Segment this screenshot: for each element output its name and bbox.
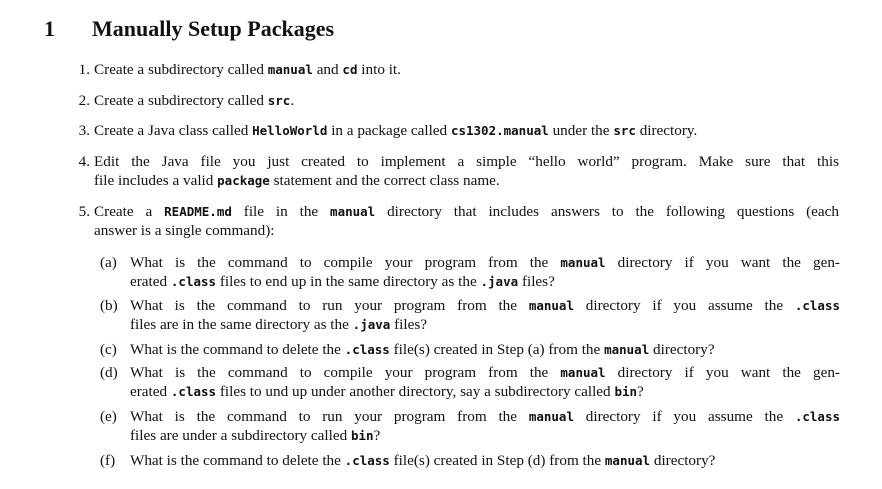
text-line [130,315,840,334]
text-run: file in the [231,203,331,220]
text-line [94,91,839,110]
text-run: directory if you want the gen- [605,254,840,271]
text-line [94,171,839,190]
item-number: 4. [78,153,90,170]
text-run: Create a Java class called [94,122,253,139]
text-line [130,382,840,401]
text-line [130,407,840,426]
text-run: statement and the correct class name. [269,172,500,189]
section-title: Manually Setup Packages [92,16,335,41]
text-run: files? [518,273,555,290]
text-run: into it. [357,61,401,78]
text-run: file(s) created in Step (a) from the [389,341,605,358]
item-number: 2. [78,92,90,109]
code-term: cs1302.manual [450,123,549,138]
text-run: Create a subdirectory called [94,61,268,78]
sub-item-text [130,451,840,470]
text-run: What is the command to delete the [130,341,345,358]
code-term: package [217,173,270,188]
section-number: 1 [44,16,55,41]
sub-item-text [130,363,840,401]
code-term: manual [267,62,313,77]
code-term: bin [350,428,374,443]
text-line [94,121,839,140]
text-run: files to und up under another directory, say a subdirectory called [216,383,615,400]
text-run: directory. [635,122,698,139]
text-line [130,451,840,470]
item-text [94,60,839,79]
sub-item-label: (c) [100,341,117,358]
text-run: Edit the Java file you just created to implement a simple “hello world” program. Make sure that this [94,153,839,170]
text-run: Create a subdirectory called [94,92,268,109]
code-term: .class [344,342,390,357]
text-run: files are in the same directory as the [130,316,353,333]
sub-item-label: (a) [100,254,117,271]
text-run: What is the command to delete the [130,452,345,469]
item-number: 3. [78,122,90,139]
text-run: files are under a subdirectory called [130,427,351,444]
text-line [94,152,839,171]
text-run: directory if you want the gen- [605,364,840,381]
text-line [130,363,840,382]
code-term: .class [794,298,840,313]
code-term: .java [480,274,519,289]
text-run: erated [130,273,171,290]
item-text [94,152,839,190]
text-run: answer is a single command): [94,222,275,239]
text-run: under the [548,122,614,139]
code-term: .class [170,274,217,289]
code-term: manual [560,255,606,270]
sub-item-label: (f) [100,452,116,469]
text-line [130,340,840,359]
code-term: manual [330,204,376,219]
code-term: src [267,93,291,108]
item-text [94,91,839,110]
code-term: manual [604,453,651,468]
text-run: What is the command to run your program from the [130,297,529,314]
item-number: 5. [78,203,90,220]
text-line [130,272,840,291]
text-run: What is the command to run your program from the [130,408,529,425]
text-run: files to end up in the same directory as the [216,273,481,290]
text-line [130,296,840,315]
code-term: manual [528,409,574,424]
sub-item-text [130,340,840,359]
code-term: manual [604,342,650,357]
code-term: .class [170,384,217,399]
text-run: . [290,92,295,109]
code-term: HelloWorld [252,123,328,138]
code-term: manual [560,365,606,380]
text-run: ? [637,383,644,400]
item-text [94,121,839,140]
text-run: directory if you assume the [573,297,795,314]
code-term: manual [528,298,574,313]
item-number: 1. [78,61,90,78]
code-term: .java [352,317,391,332]
text-run: ? [373,427,381,444]
text-run: directory? [649,341,715,358]
text-line [94,60,839,79]
text-run: and [312,61,343,78]
section-heading [44,16,334,42]
text-run: Create a [94,203,165,220]
code-term: .class [344,453,390,468]
text-line [130,253,840,272]
text-run: directory that includes answers to the following questions (each [375,203,839,220]
code-term: bin [614,384,638,399]
sub-item-text [130,253,840,291]
text-run: in a package called [327,122,451,139]
text-run: directory? [650,452,716,469]
text-run: What is the command to compile your program from the [130,364,561,381]
text-run: directory if you assume the [573,408,795,425]
sub-item-label: (b) [100,297,118,314]
code-term: cd [342,62,358,77]
item-text [94,202,839,240]
text-line [94,202,839,221]
code-term: src [613,123,636,138]
text-run: file(s) created in Step (d) from the [389,452,605,469]
text-run: What is the command to compile your program from the [130,254,561,271]
text-run: files? [390,316,427,333]
code-term: .class [794,409,840,424]
code-term: README.md [164,204,232,219]
sub-item-text [130,407,840,445]
sub-item-label: (e) [100,408,117,425]
text-run: erated [130,383,171,400]
text-line [94,221,839,240]
text-run: file includes a valid [94,172,218,189]
text-line [130,426,840,445]
sub-item-text [130,296,840,334]
sub-item-label: (d) [100,364,118,381]
